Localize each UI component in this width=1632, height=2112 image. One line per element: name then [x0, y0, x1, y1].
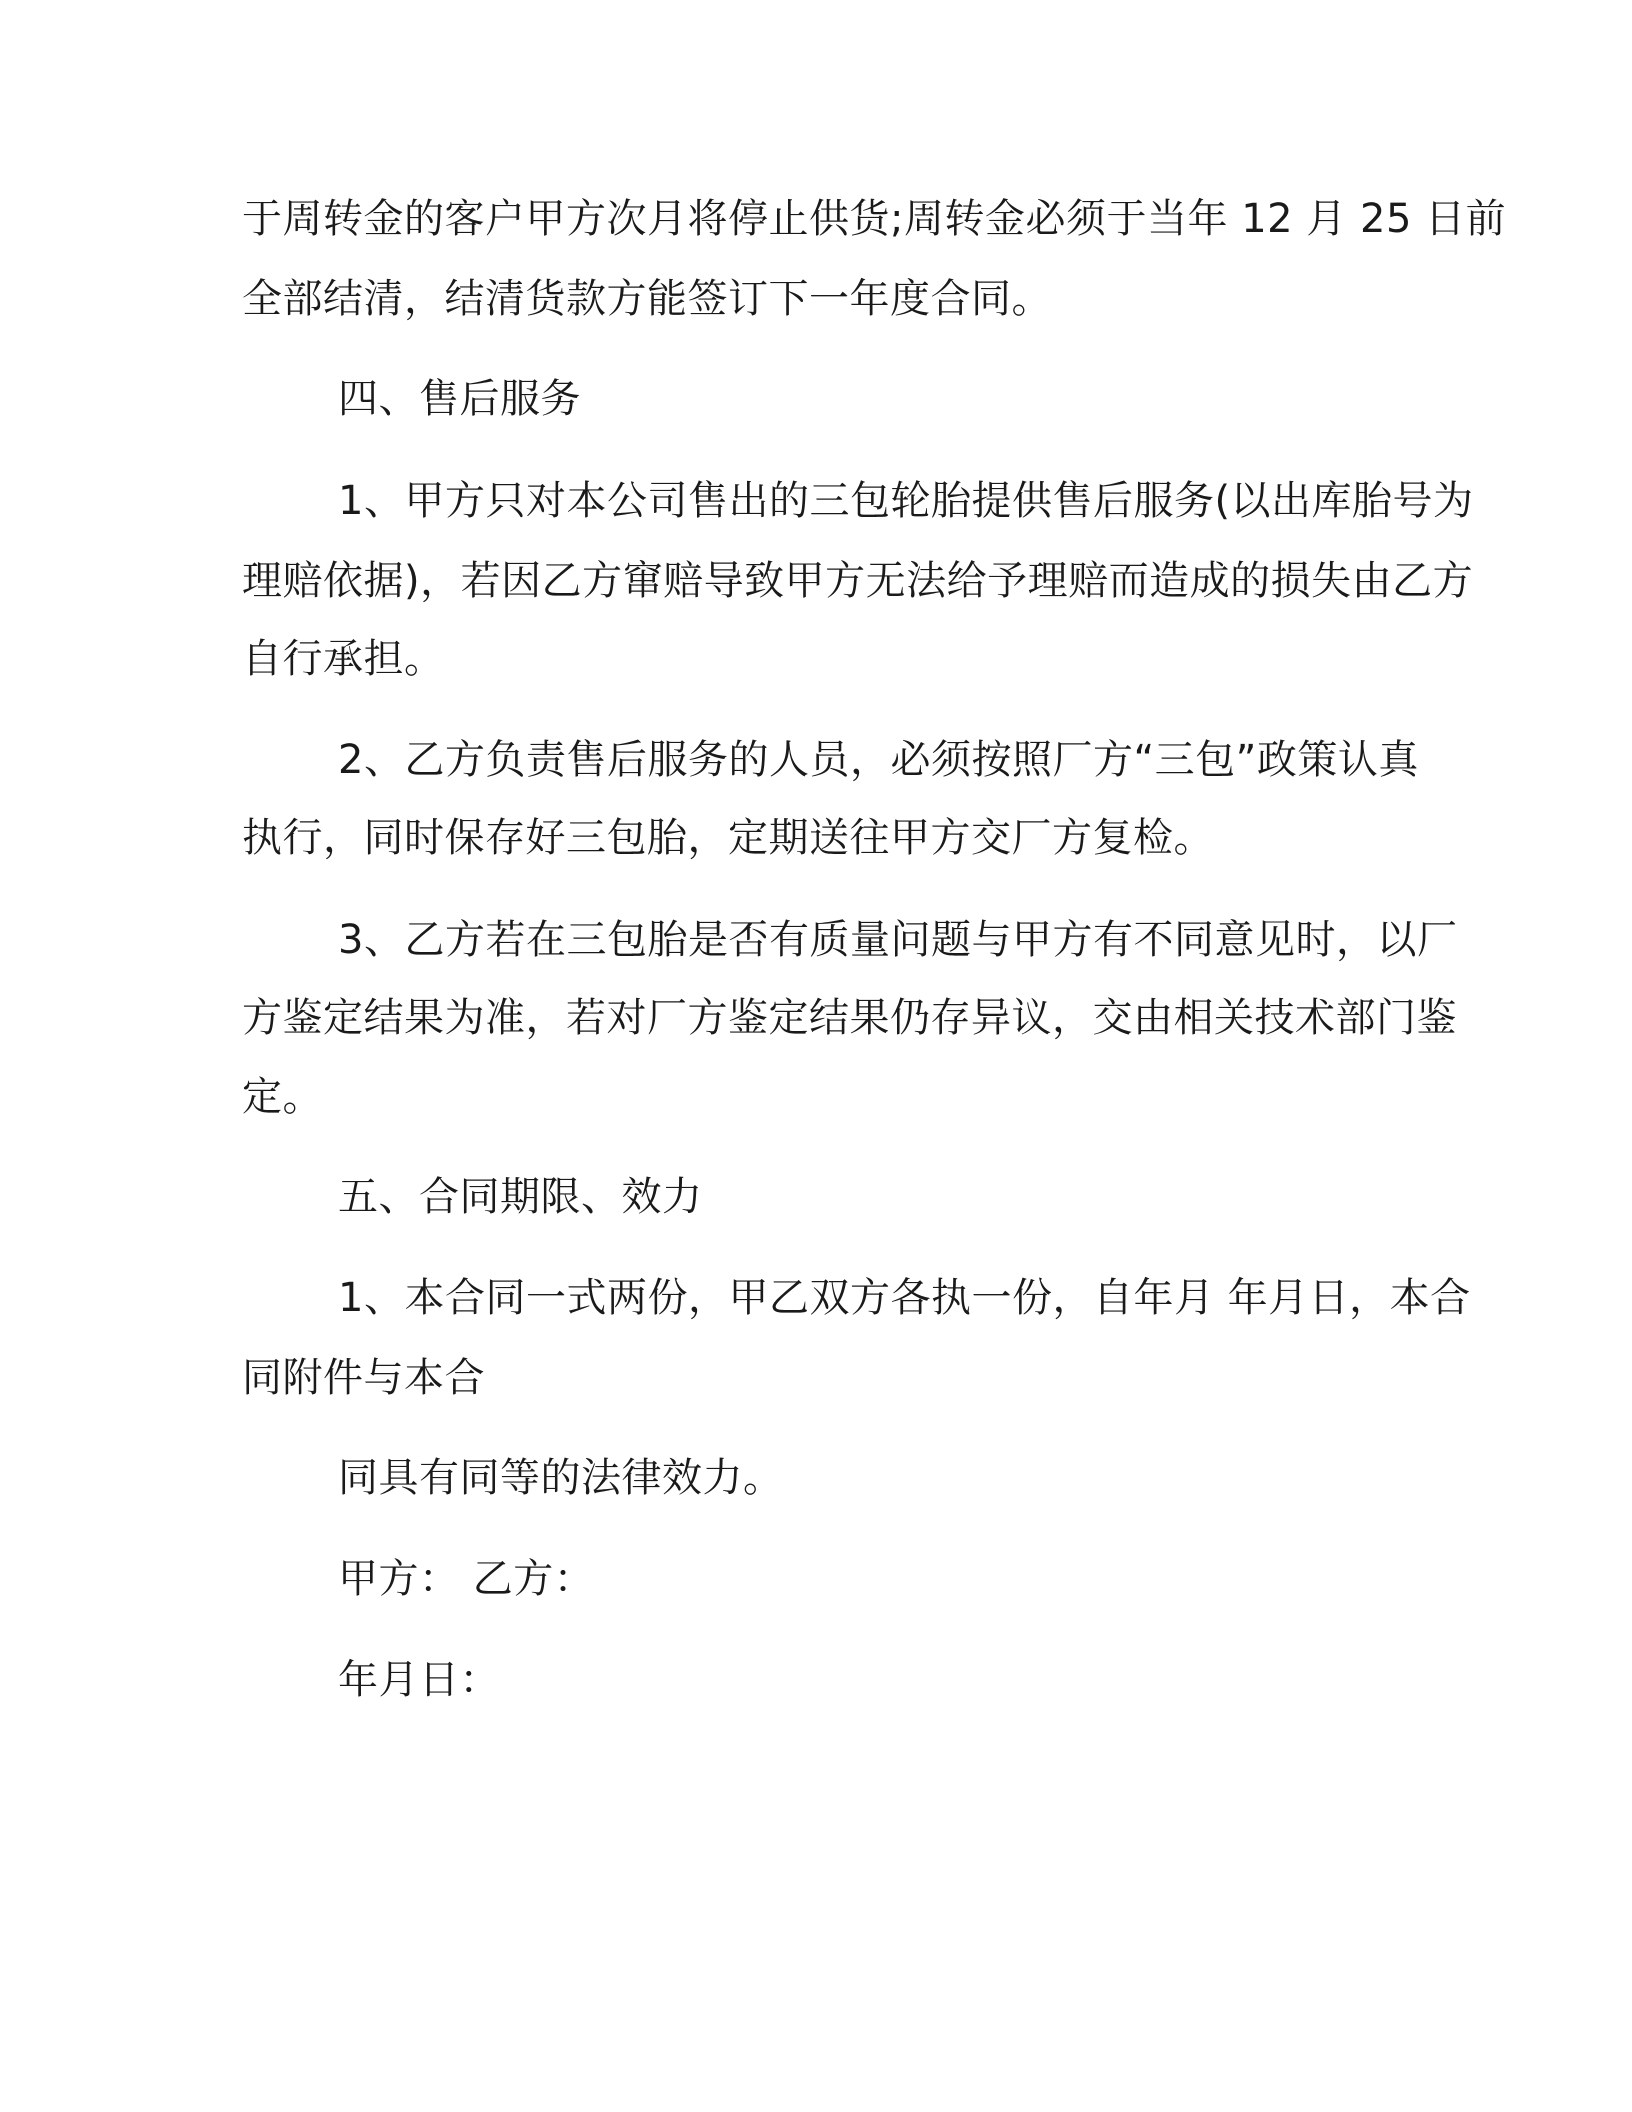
section-5-item-1-line-2: 同附件与本合 [242, 1355, 485, 1401]
section-5-item-1-line-1: 1、本合同一式两份，甲乙双方各执一份，自年月 年月日，本合 [338, 1275, 1471, 1321]
section-5-heading: 五、合同期限、效力 [338, 1174, 703, 1220]
section-4-heading: 四、售后服务 [338, 376, 581, 422]
section-5-continuation: 同具有同等的法律效力。 [338, 1455, 784, 1501]
signature-date: 年月日： [338, 1657, 500, 1703]
section-4-item-3-line-2: 方鉴定结果为准，若对厂方鉴定结果仍存异议，交由相关技术部门鉴 [242, 995, 1457, 1041]
section-4-item-1-line-1: 1、甲方只对本公司售出的三包轮胎提供售后服务(以出库胎号为 [338, 478, 1474, 524]
section-4-item-1-line-3: 自行承担。 [242, 636, 445, 682]
section-4-item-2-line-2: 执行，同时保存好三包胎，定期送往甲方交厂方复检。 [242, 815, 1214, 861]
section-4-item-3-line-3: 定。 [242, 1074, 323, 1120]
intro-line-2: 全部结清，结清货款方能签订下一年度合同。 [242, 276, 1052, 322]
intro-line-1: 于周转金的客户甲方次月将停止供货;周转金必须于当年 12 月 25 日前 [242, 196, 1507, 242]
section-4-item-2-line-1: 2、乙方负责售后服务的人员，必须按照厂方“三包”政策认真 [338, 737, 1419, 783]
section-4-item-1-line-2: 理赔依据)，若因乙方窜赔导致甲方无法给予理赔而造成的损失由乙方 [242, 558, 1474, 604]
section-4-item-3-line-1: 3、乙方若在三包胎是否有质量问题与甲方有不同意见时，以厂 [338, 917, 1458, 963]
signature-parties: 甲方： 乙方： [338, 1556, 595, 1602]
